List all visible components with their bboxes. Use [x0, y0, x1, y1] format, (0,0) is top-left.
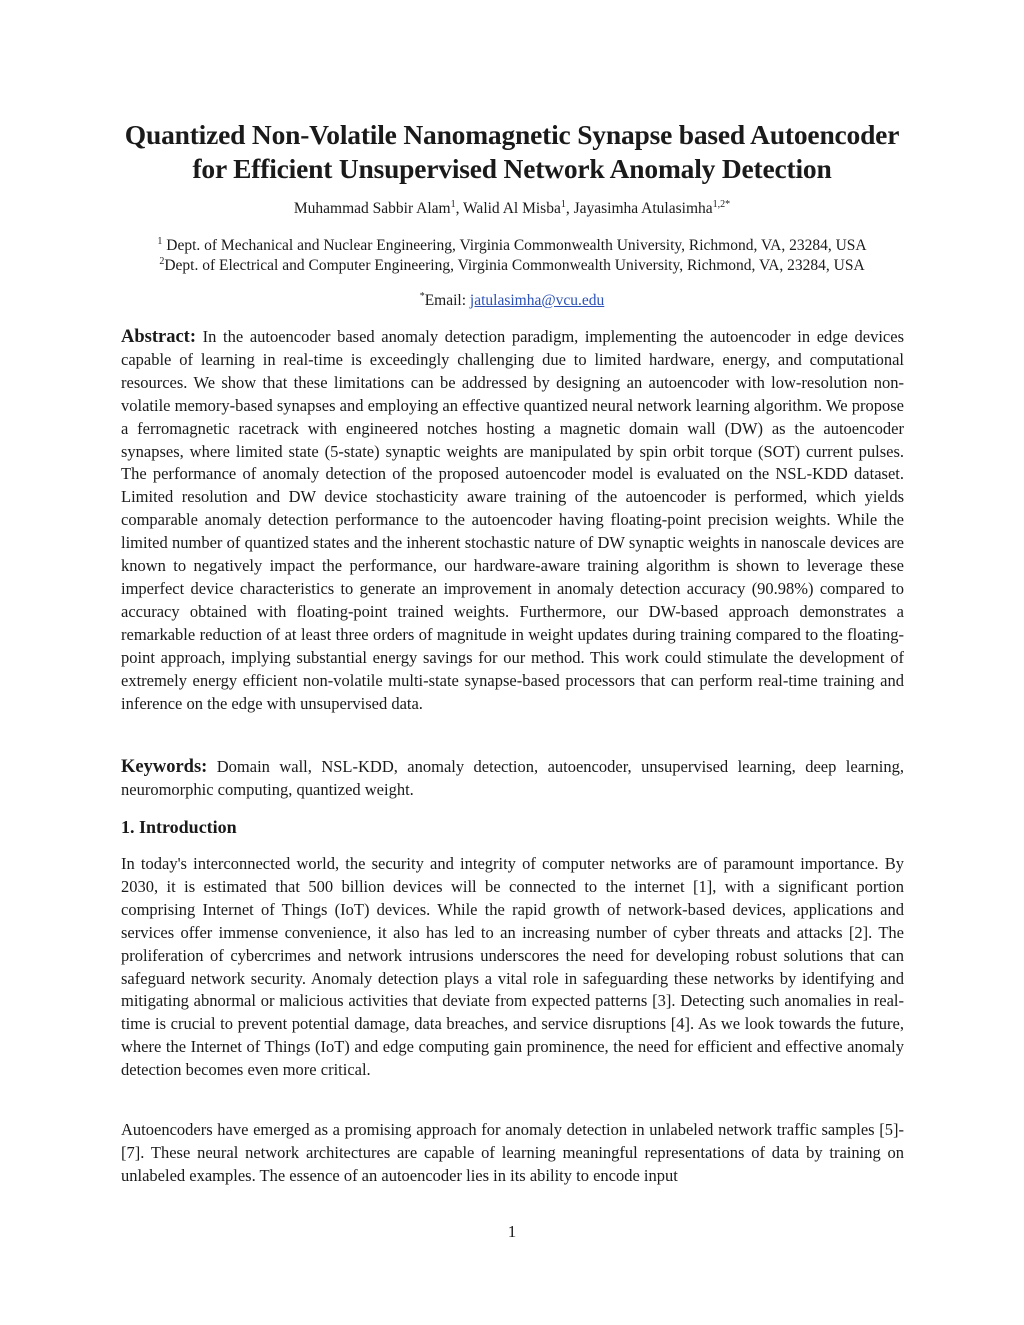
affiliation-text: Dept. of Electrical and Computer Engineering, Virginia Commonwealth University, Richmond, VA, 23284, USA — [164, 257, 865, 274]
page-number: 1 — [507, 1222, 517, 1241]
paper-title — [60, 118, 964, 186]
author-affiliation-marker: 1,2* — [712, 199, 731, 210]
section-heading-introduction: 1. Introduction — [121, 817, 237, 837]
affiliation-2 — [60, 256, 964, 276]
author-separator: , — [565, 200, 574, 217]
abstract-text: In the autoencoder based anomaly detection paradigm, implementing the autoencoder in edge devices capable of learning in real-time is exceedingly challenging due to limited hardware, energy, and computational resources. We show that these limitations can be addressed by designing an autoencoder with low-resolution non-volatile memory-based synapses and employing an effective quantized neural network learning algorithm. We propose a ferromagnetic racetrack with engineered notches hosting a magnetic domain wall (DW) as the autoencoder synapses, where limited state (5-state) synaptic weights are manipulated by spin orbit torque (SOT) current pulses. The performance of anomaly detection of the proposed autoencoder model is evaluated on the NSL-KDD dataset. Limited resolution and DW device stochasticity aware training of the autoencoder is performed, which yields comparable anomaly detection performance to the autoencoder having floating-point precision weights. While the limited number of quantized states and the inherent stochastic nature of DW synaptic weights in nanoscale devices are known to negatively impact the performance, our hardware-aware training algorithm is shown to leverage these imperfect device characteristics to generate an improvement in anomaly detection accuracy (90.98%) compared to accuracy obtained with floating-point trained weights. Furthermore, our DW-based approach demonstrates a remarkable reduction of at least three orders of magnitude in weight updates during training compared to the floating-point approach, implying substantial energy savings for our method. This work could stimulate the development of extremely energy efficient non-volatile multi-state synapse-based processors that can perform real-time training and inference on the edge with unsupervised data. — [121, 327, 904, 713]
email-link[interactable]: jatulasimha@vcu.edu — [469, 292, 605, 309]
title-line-1: Quantized Non-Volatile Nanomagnetic Synapse based Autoencoder — [124, 119, 900, 150]
author-name: Muhammad Sabbir Alam — [293, 200, 451, 217]
author-affiliation-marker: 1 — [560, 199, 566, 210]
email-label: Email: — [424, 292, 470, 309]
affiliation-text: Dept. of Mechanical and Nuclear Engineering, Virginia Commonwealth University, Richmond, VA, 23284, USA — [162, 237, 867, 254]
affiliation-marker: 1 — [157, 236, 163, 247]
author-list — [60, 199, 964, 219]
abstract — [121, 326, 904, 715]
abstract-label: Abstract: — [121, 327, 197, 347]
author-name: Jayasimha Atulasimha — [573, 200, 713, 217]
author-name: Walid Al Misba — [463, 200, 561, 217]
keywords — [121, 756, 904, 802]
intro-paragraph-1: In today's interconnected world, the security and integrity of computer networks are of paramount importance. By 2030, it is estimated that 500 billion devices will be connected to the internet [1], with a significant portion comprising Internet of Things (IoT) devices. While the rapid growth of network-based devices, applications and services offer immense convenience, it also has led to an increasing number of cyber threats and attacks [2]. The proliferation of cybercrimes and network intrusions underscores the need for developing robust solutions that can safeguard network security. Anomaly detection plays a vital role in safeguarding these networks by identifying and mitigating abnormal or malicious activities that deviate from expected patterns [3]. Detecting such anomalies in real-time is crucial to prevent potential damage, data breaches, and service disruptions [4]. As we look towards the future, where the Internet of Things (IoT) and edge computing gain prominence, the need for efficient and effective anomaly detection becomes even more critical. — [121, 854, 904, 1080]
corresponding-marker: * — [419, 291, 425, 302]
corresponding-email — [60, 291, 964, 311]
affiliation-marker: 2 — [159, 256, 165, 267]
intro-paragraph-2: Autoencoders have emerged as a promising approach for anomaly detection in unlabeled network traffic samples [5]-[7]. These neural network architectures are capable of learning meaningful representations of data by training on unlabeled examples. The essence of an autoencoder lies in its ability to encode input — [121, 1120, 904, 1185]
author-separator: , — [455, 200, 464, 217]
author-affiliation-marker: 1 — [450, 199, 456, 210]
keywords-label: Keywords: — [121, 757, 208, 777]
affiliation-1 — [60, 236, 964, 256]
keywords-text: Domain wall, NSL-KDD, anomaly detection, autoencoder, unsupervised learning, deep learning, neuromorphic computing, quantized weight. — [121, 757, 904, 799]
title-line-2: for Efficient Unsupervised Network Anomaly Detection — [192, 153, 832, 184]
